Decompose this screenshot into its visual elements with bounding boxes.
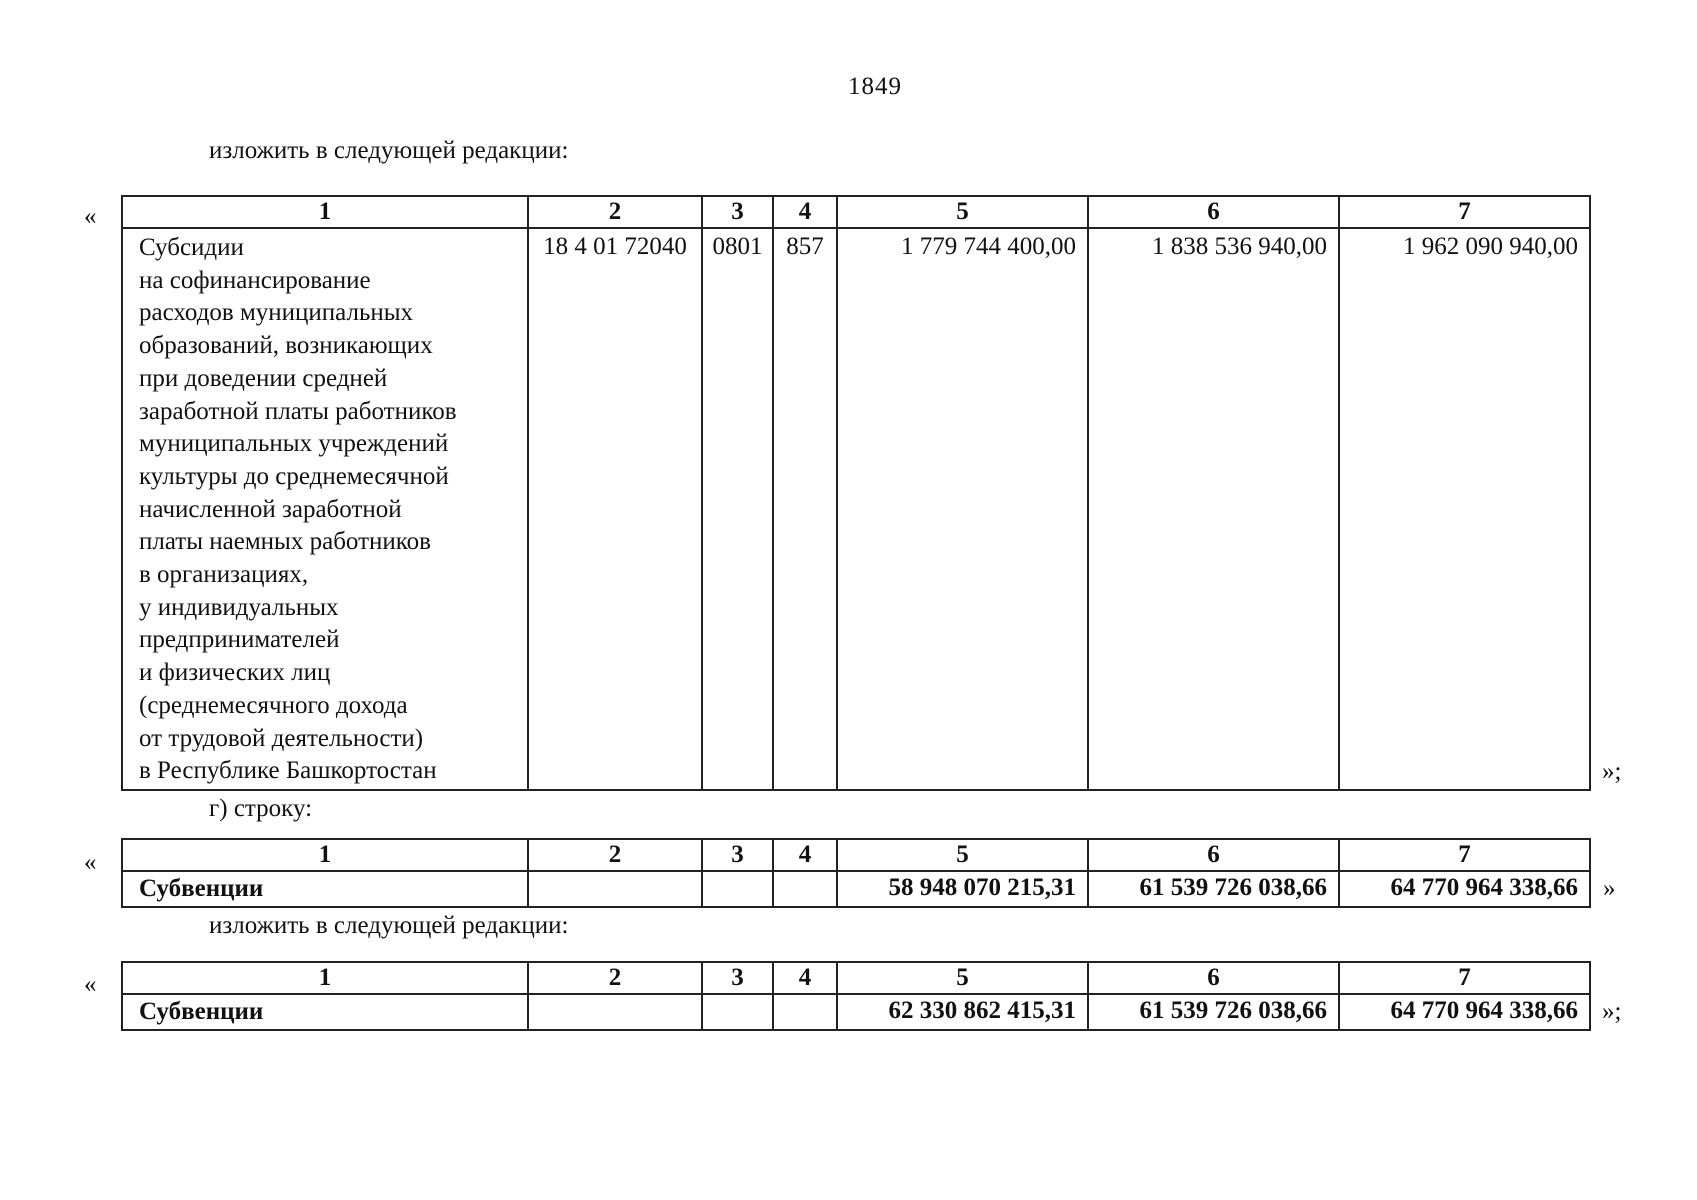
header-col-4: 4: [773, 962, 837, 994]
table-header-row: [122, 962, 1590, 994]
row-name-cell: [122, 228, 528, 790]
header-col-5: 5: [837, 962, 1088, 994]
row-name-line: на софинансирование: [139, 266, 371, 294]
row-name-line: расходов муниципальных: [139, 299, 414, 327]
row-name-line: муниципальных учреждений: [139, 430, 449, 458]
header-col-1: 1: [122, 839, 528, 871]
row-col-5: 58 948 070 215,31: [837, 871, 1088, 907]
row-col-3: [702, 871, 773, 907]
row-col-3: [702, 994, 773, 1030]
row-name-line: заработной платы работников: [139, 397, 457, 425]
row-col-3: 0801: [702, 228, 773, 790]
row-name-line: начисленной заработной: [139, 495, 402, 523]
header-col-5: 5: [837, 196, 1088, 228]
table-row: [122, 228, 1590, 790]
header-col-3: 3: [702, 839, 773, 871]
row-name-line: (среднемесячного дохода: [139, 691, 408, 719]
close-quote-2: »: [1603, 875, 1616, 902]
row-name-line: культуры до среднемесячной: [139, 462, 449, 490]
row-col-6: 61 539 726 038,66: [1088, 871, 1339, 907]
row-name-line: в организациях,: [139, 561, 309, 589]
row-name-line: при доведении средней: [139, 364, 388, 392]
table-header-row: [122, 839, 1590, 871]
table-row: [122, 871, 1590, 907]
intro-text-2: г) строку:: [209, 795, 313, 822]
open-quote-3: «: [84, 971, 97, 998]
row-name-cell: Субвенции: [122, 871, 528, 907]
header-col-6: 6: [1088, 196, 1339, 228]
header-col-7: 7: [1339, 839, 1590, 871]
row-col-7: 64 770 964 338,66: [1339, 994, 1590, 1030]
row-name-line: и физических лиц: [139, 659, 331, 687]
row-col-4: 857: [773, 228, 837, 790]
row-col-6: 61 539 726 038,66: [1088, 994, 1339, 1030]
row-col-2: [528, 871, 702, 907]
row-col-2: 18 4 01 72040: [528, 228, 702, 790]
open-quote-2: «: [84, 849, 97, 876]
header-col-2: 2: [528, 196, 702, 228]
row-name-lines: [139, 232, 527, 788]
row-name-line: платы наемных работников: [139, 528, 431, 556]
header-col-5: 5: [837, 839, 1088, 871]
intro-text-1: изложить в следующей редакции:: [209, 137, 569, 164]
row-col-5: 62 330 862 415,31: [837, 994, 1088, 1030]
header-col-7: 7: [1339, 962, 1590, 994]
row-col-6: 1 838 536 940,00: [1088, 228, 1339, 790]
row-name-line: предпринимателей: [139, 626, 340, 654]
row-col-2: [528, 994, 702, 1030]
header-col-4: 4: [773, 839, 837, 871]
row-name-line: Субсидии: [139, 234, 244, 261]
row-name-cell: Субвенции: [122, 994, 528, 1030]
header-col-2: 2: [528, 839, 702, 871]
row-col-4: [773, 994, 837, 1030]
open-quote-1: «: [84, 203, 97, 230]
close-quote-1: »;: [1602, 758, 1622, 785]
close-quote-3: »;: [1602, 998, 1622, 1025]
row-name-line: образований, возникающих: [139, 332, 433, 360]
intro-text-3: изложить в следующей редакции:: [209, 912, 569, 939]
row-name-line: у индивидуальных: [139, 593, 339, 621]
header-col-3: 3: [702, 196, 773, 228]
header-col-1: 1: [122, 196, 528, 228]
row-name-line: в Республике Башкортостан: [139, 757, 437, 785]
header-col-7: 7: [1339, 196, 1590, 228]
header-col-6: 6: [1088, 839, 1339, 871]
row-col-5: 1 779 744 400,00: [837, 228, 1088, 790]
row-name-line: от трудовой деятельности): [139, 724, 424, 752]
table-3: [121, 961, 1591, 1031]
header-col-1: 1: [122, 962, 528, 994]
table-2: [121, 838, 1591, 908]
header-col-4: 4: [773, 196, 837, 228]
table-header-row: [122, 196, 1590, 228]
header-col-2: 2: [528, 962, 702, 994]
table-row: [122, 994, 1590, 1030]
row-col-7: 64 770 964 338,66: [1339, 871, 1590, 907]
row-col-7: 1 962 090 940,00: [1339, 228, 1590, 790]
page-number: 1849: [848, 73, 902, 100]
row-col-4: [773, 871, 837, 907]
table-1: [121, 195, 1591, 791]
header-col-6: 6: [1088, 962, 1339, 994]
header-col-3: 3: [702, 962, 773, 994]
